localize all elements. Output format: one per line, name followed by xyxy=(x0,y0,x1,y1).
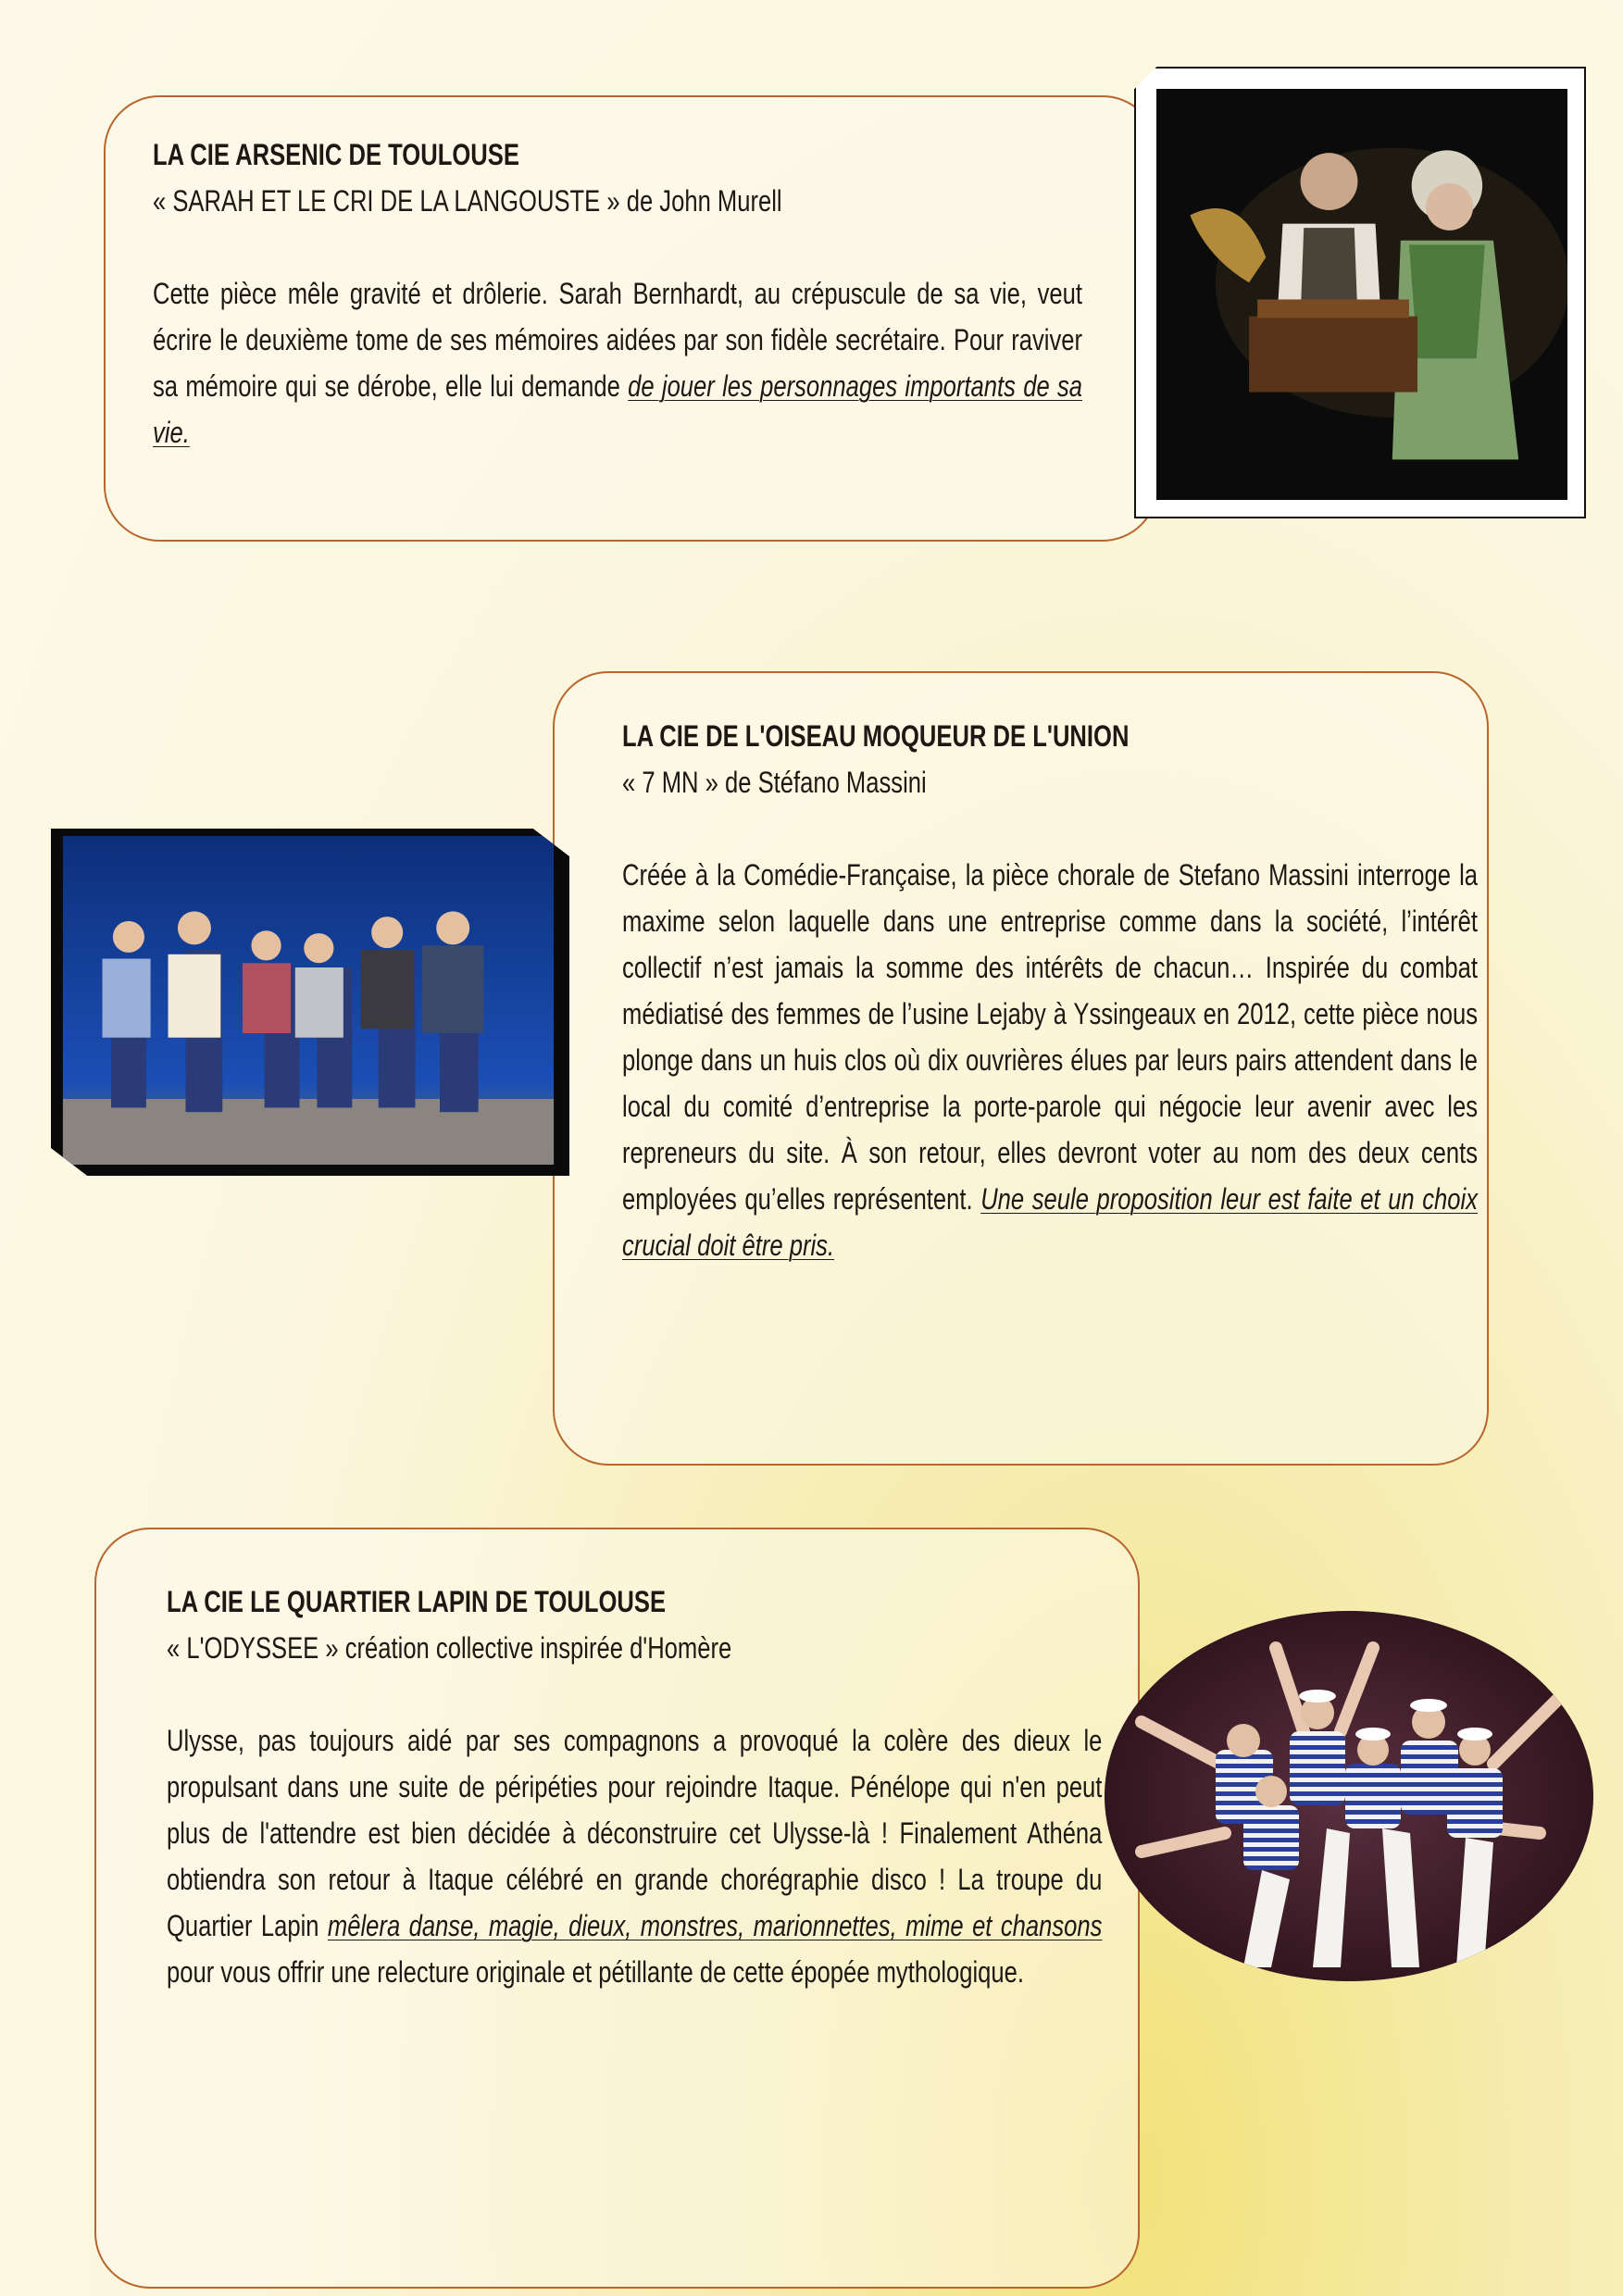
section-text-arsenic xyxy=(153,131,1082,455)
photo-odyssey-dancers xyxy=(1105,1611,1593,1981)
company-name: LA CIE DE L'OISEAU MOQUEUR DE L'UNION xyxy=(622,719,1130,753)
play-description: Ulysse, pas toujours aidé par ses compagnons a provoqué la colère des dieux le propulsant dans une suite de péripéties pour rejoindre Itaque. Pénélope qui n'en peut plus de l'attendre est bien décidée à déconstruire cet Ulysse-là ! Finalement Athéna obtiendra son retour à Itaque célébré en grande chorégraphie disco ! La troupe du Quartier Lapin mêlera danse, magie, dieux, monstres, marionnettes, mime et chansons pour vous offrir une relecture originale et pétillante de cette épopée mythologique. xyxy=(167,1724,1103,1989)
section-text-oiseau-moqueur xyxy=(622,713,1478,1268)
company-name: LA CIE LE QUARTIER LAPIN DE TOULOUSE xyxy=(167,1585,667,1618)
play-description: Cette pièce mêle gravité et drôlerie. Sarah Bernhardt, au crépuscule de sa vie, veut écrire le deuxième tome de ses mémoires aidées par son fidèle secrétaire. Pour raviver sa mémoire qui se dérobe, elle lui demande de jouer les personnages importants de sa vie. xyxy=(153,277,1083,449)
italic-phrase: de jouer les personnages importants de sa vie. xyxy=(153,369,1083,449)
italic-phrase: Une seule proposition leur est faite et un choix crucial doit être pris. xyxy=(622,1182,1478,1262)
play-title: « L'ODYSSEE » création collective inspirée d'Homère xyxy=(167,1631,732,1665)
photo-seven-women-stage xyxy=(51,829,569,1176)
play-title: « 7 MN » de Stéfano Massini xyxy=(622,766,927,799)
photo-sarah-gramophone xyxy=(1134,67,1586,518)
section-text-quartier-lapin xyxy=(167,1578,1102,1995)
play-title: « SARAH ET LE CRI DE LA LANGOUSTE » de John Murell xyxy=(153,184,782,218)
play-description: Créée à la Comédie-Française, la pièce chorale de Stefano Massini interroge la maxime selon laquelle dans une entreprise comme dans la société, l’intérêt collectif n’est jamais la somme des intérêts de chacun… Inspirée du combat médiatisé des femmes de l’usine Lejaby à Yssingeaux en 2012, cette pièce nous plonge dans un huis clos où dix ouvrières élues par leurs pairs attendent dans le local du comité d’entreprise la porte-parole qui négocie leur avenir avec les repreneurs du site. À son retour, elles devront voter au nom des deux cents employées qu’elles représentent. Une seule proposition leur est faite et un choix crucial doit être pris. xyxy=(622,858,1478,1262)
company-name: LA CIE ARSENIC DE TOULOUSE xyxy=(153,138,519,171)
italic-phrase: mêlera danse, magie, dieux, monstres, marionnettes, mime et chansons xyxy=(327,1909,1103,1942)
